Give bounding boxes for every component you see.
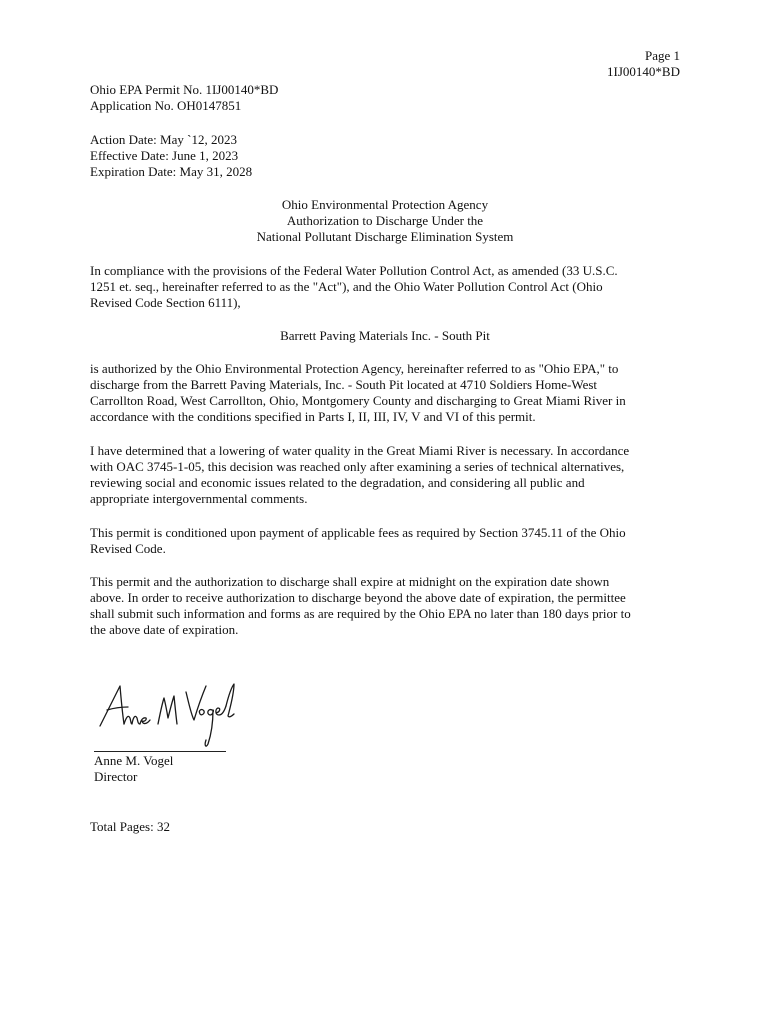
paragraph-line: This permit and the authorization to discharge shall expire at midnight on the expiration date shown (90, 574, 610, 589)
paragraph-line: the above date of expiration. (90, 622, 239, 637)
permit-ids (90, 82, 680, 114)
page-header (607, 48, 680, 80)
paragraph-line: This permit is conditioned upon payment of applicable fees as required by Section 3745.11 of the Ohio (90, 525, 626, 540)
paragraph-line: is authorized by the Ohio Environmental Protection Agency, hereinafter referred to as "Ohio EPA," to (90, 361, 619, 376)
title-line-authorization: Authorization to Discharge Under the (286, 213, 484, 228)
paragraph-line: accordance with the conditions specified in Parts I, II, III, IV, V and VI of this permit. (90, 409, 536, 424)
fees-paragraph (90, 525, 680, 557)
signatory-name: Anne M. Vogel (94, 753, 174, 768)
paragraph-line: I have determined that a lowering of water quality in the Great Miami River is necessary. In accordance (90, 443, 630, 458)
total-pages (90, 819, 170, 835)
page-number: Page 1 (644, 48, 680, 63)
permit-dates (90, 132, 680, 180)
title-line-system: National Pollutant Discharge Elimination System (256, 229, 514, 244)
expiration-date: Expiration Date: May 31, 2028 (90, 164, 253, 179)
action-date: Action Date: May `12, 2023 (90, 132, 237, 147)
paragraph-line: Carrollton Road, West Carrollton, Ohio, Montgomery County and discharging to Great Miami River in (90, 393, 626, 408)
permit-reference: 1IJ00140*BD (607, 64, 680, 79)
title-line-agency: Ohio Environmental Protection Agency (281, 197, 489, 212)
signature-graphic (94, 680, 244, 752)
paragraph-line: Revised Code. (90, 541, 166, 556)
application-number: Application No. OH0147851 (90, 98, 242, 113)
handwritten-signature (94, 680, 244, 752)
paragraph-line: shall submit such information and forms as are required by the Ohio EPA no later than 180 days prior to (90, 606, 631, 621)
expiry-paragraph (90, 574, 680, 638)
paragraph-line: reviewing social and economic issues related to the degradation, and considering all public and (90, 475, 585, 490)
paragraph-line: appropriate intergovernmental comments. (90, 491, 308, 506)
document-title (90, 197, 680, 245)
total-pages-text: Total Pages: 32 (90, 819, 170, 834)
determination-paragraph (90, 443, 680, 507)
effective-date: Effective Date: June 1, 2023 (90, 148, 239, 163)
permittee-name (90, 328, 680, 344)
paragraph-line: with OAC 3745-1-05, this decision was reached only after examining a series of technical alternatives, (90, 459, 625, 474)
authorization-paragraph (90, 361, 680, 425)
compliance-paragraph (90, 263, 680, 311)
paragraph-line: 1251 et. seq., hereinafter referred to as the "Act"), and the Ohio Water Pollution Control Act (Ohio (90, 279, 603, 294)
signature-line (94, 751, 226, 752)
paragraph-line: above. In order to receive authorization to discharge beyond the above date of expiration, the permittee (90, 590, 626, 605)
paragraph-line: Revised Code Section 6111), (90, 295, 241, 310)
permittee-line: Barrett Paving Materials Inc. - South Pit (280, 328, 490, 343)
paragraph-line: discharge from the Barrett Paving Materials, Inc. - South Pit located at 4710 Soldiers Home-West (90, 377, 598, 392)
paragraph-line: In compliance with the provisions of the Federal Water Pollution Control Act, as amended (33 U.S.C. (90, 263, 618, 278)
signatory-block (94, 753, 173, 785)
permit-number: Ohio EPA Permit No. 1IJ00140*BD (90, 82, 279, 97)
signatory-title: Director (94, 769, 138, 784)
